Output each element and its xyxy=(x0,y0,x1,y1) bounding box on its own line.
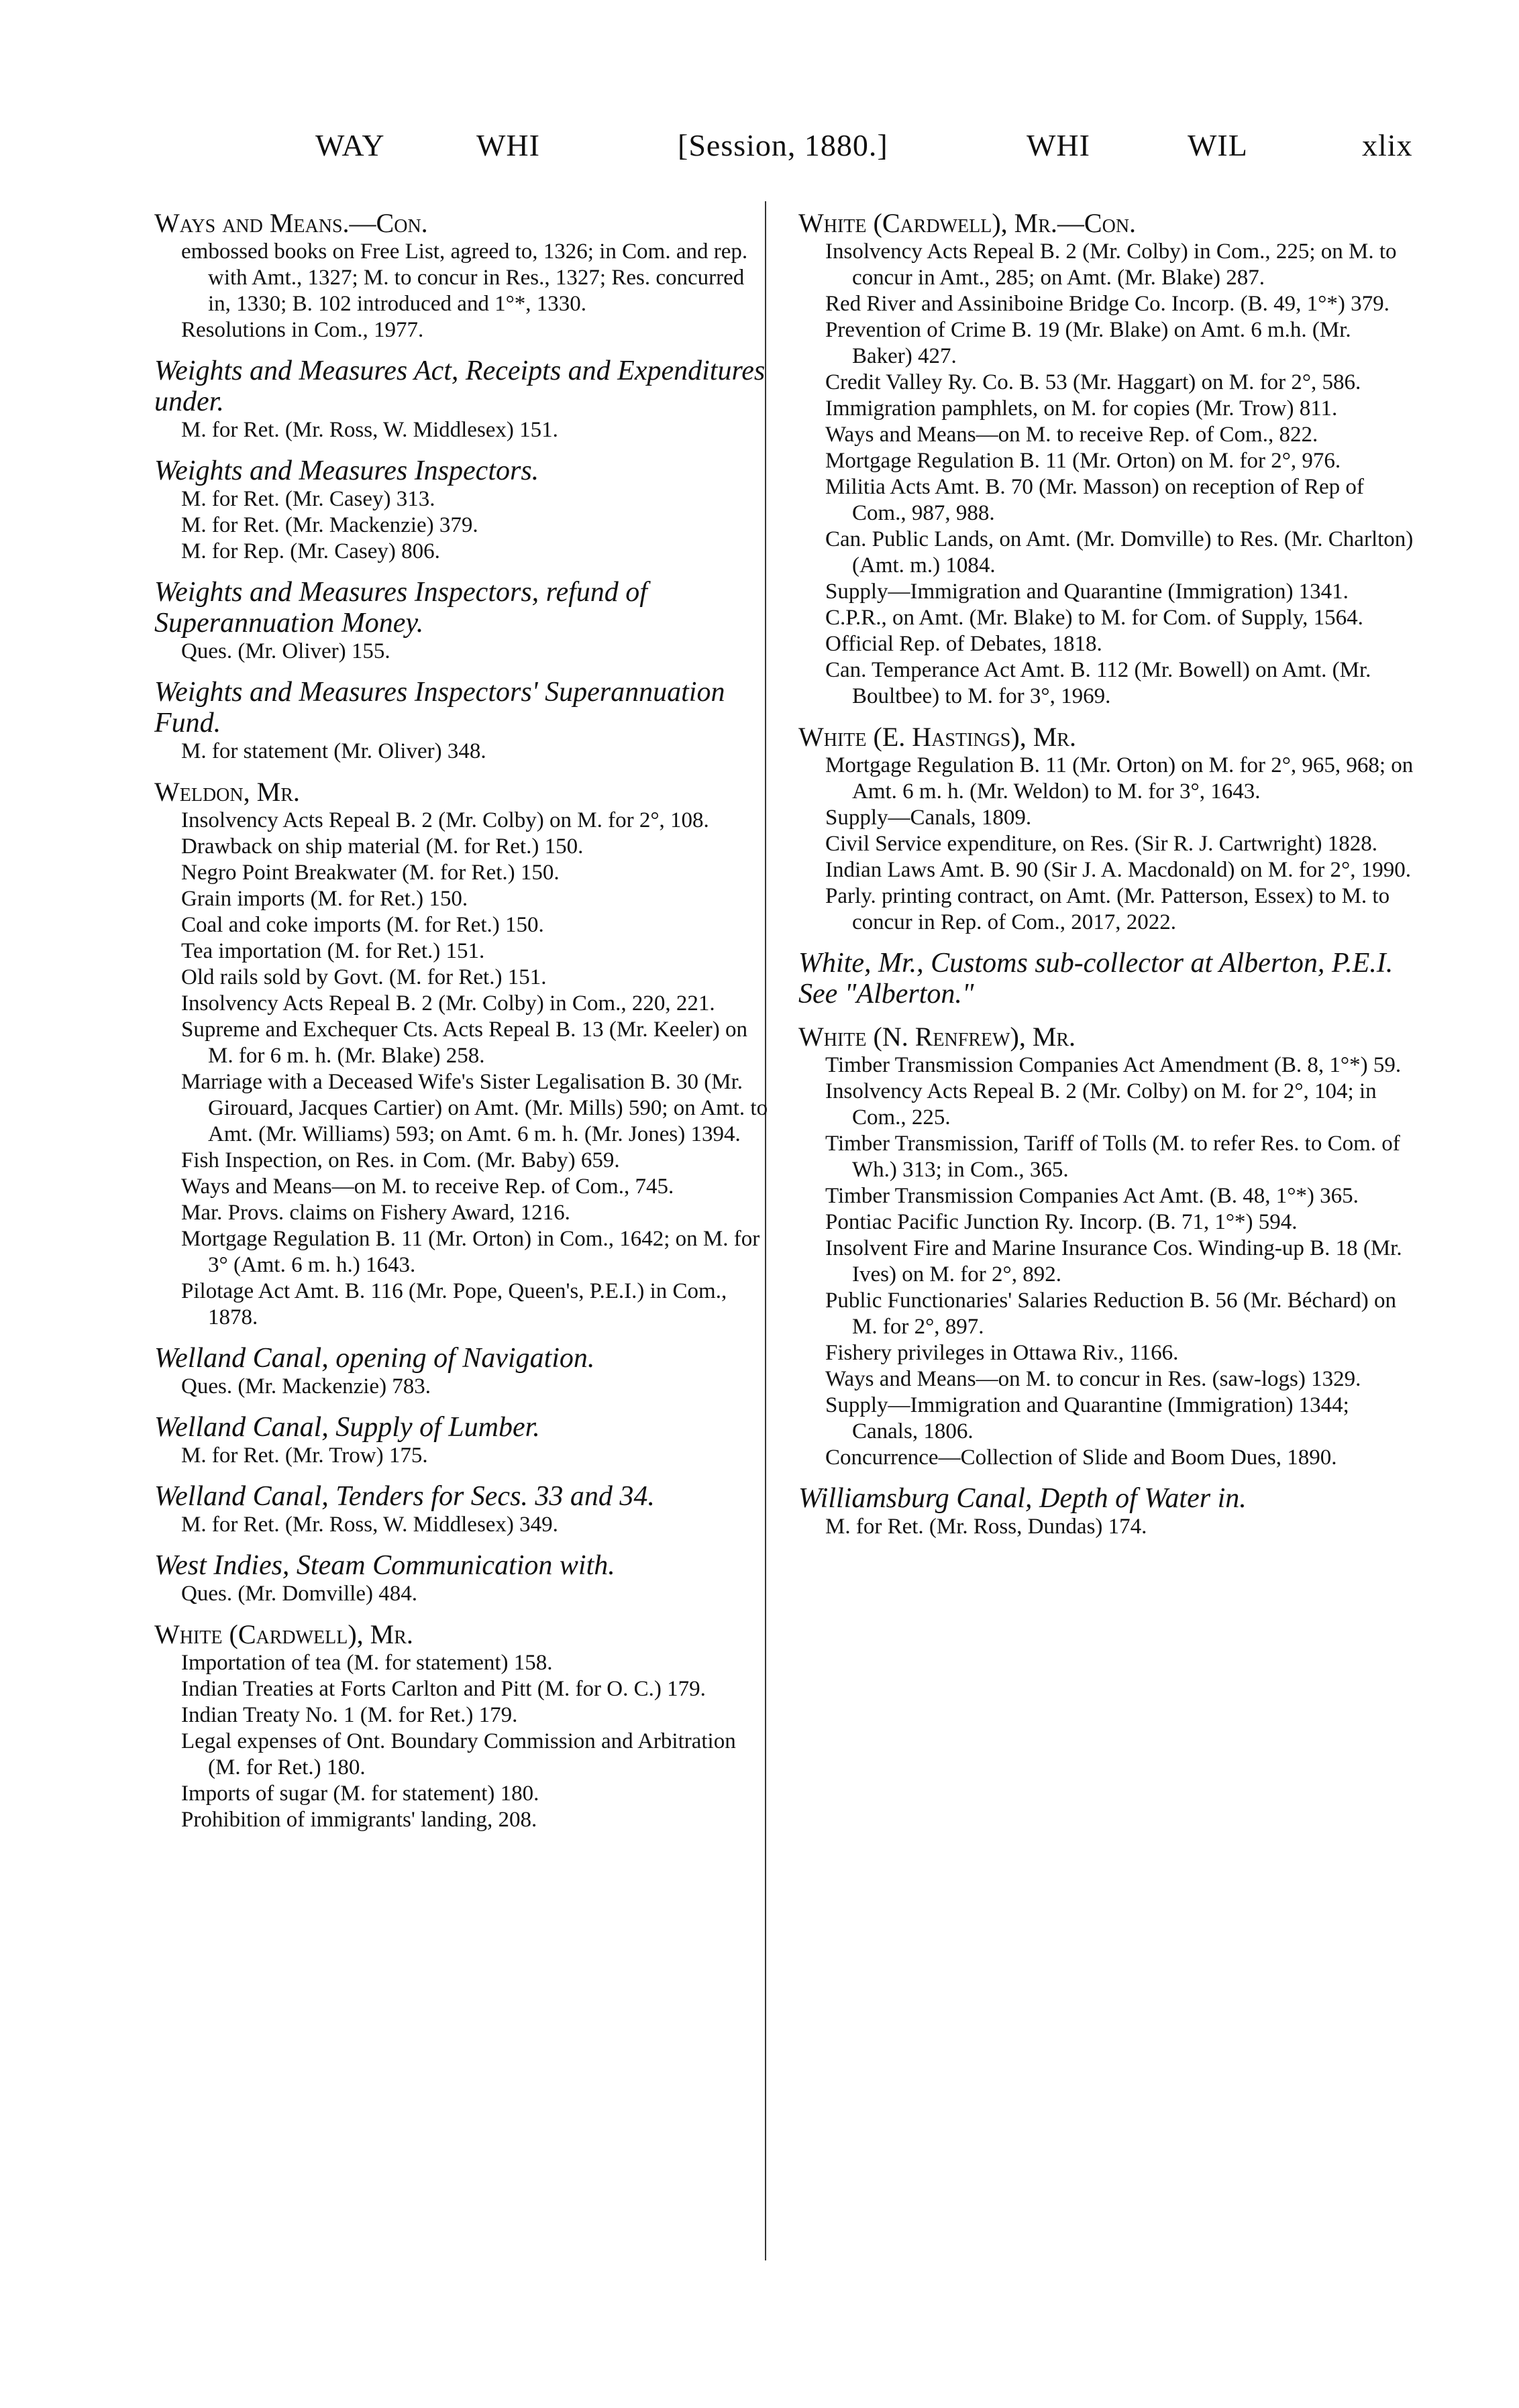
entry-reference: Public Functionaries' Salaries Reduction B. 56 (Mr. Béchard) on M. for 2°, 897. xyxy=(825,1289,1396,1339)
entry-reference: Supply—Immigration and Quarantine (Immigration) 1344; Canals, 1806. xyxy=(825,1393,1349,1443)
entry-reference: Tea importation (M. for Ret.) 151. xyxy=(181,939,485,963)
entry-reference: Supreme and Exchequer Cts. Acts Repeal B. 13 (Mr. Keeler) on M. for 6 m. h. (Mr. Blake) 258. xyxy=(181,1018,748,1068)
header-session: [Session, 1880.] xyxy=(678,128,888,162)
index-entry xyxy=(154,1412,772,1469)
entry-reference: Timber Transmission, Tariff of Tolls (M. to refer Res. to Com. of Wh.) 313; in Com., 365. xyxy=(825,1132,1400,1182)
entry-reference: Resolutions in Com., 1977. xyxy=(181,318,424,342)
entry-heading: White (Cardwell), Mr. xyxy=(154,1619,413,1649)
entry-heading: Welland Canal, Tenders for Secs. 33 and 34. xyxy=(154,1481,655,1512)
entry-heading: White, Mr., Customs sub-collector at Alberton, P.E.I. See "Alberton." xyxy=(798,948,1394,1009)
entry-reference: C.P.R., on Amt. (Mr. Blake) to M. for Com. of Supply, 1564. xyxy=(825,606,1363,630)
entry-reference: Insolvency Acts Repeal B. 2 (Mr. Colby) on M. for 2°, 108. xyxy=(181,808,709,832)
entry-reference: Official Rep. of Debates, 1818. xyxy=(825,632,1102,656)
entry-reference: Prevention of Crime B. 19 (Mr. Blake) on Amt. 6 m.h. (Mr. Baker) 427. xyxy=(825,318,1351,368)
entry-reference: M. for Ret. (Mr. Ross, Dundas) 174. xyxy=(825,1515,1147,1539)
entry-reference: Negro Point Breakwater (M. for Ret.) 150. xyxy=(181,861,560,885)
index-entry xyxy=(798,208,1416,710)
entry-reference: Can. Public Lands, on Amt. (Mr. Domville) to Res. (Mr. Charlton) (Amt. m.) 1084. xyxy=(825,527,1414,578)
index-entry xyxy=(798,1022,1416,1471)
entry-reference: Mortgage Regulation B. 11 (Mr. Orton) on M. for 2°, 965, 968; on Amt. 6 m. h. (Mr. Weldon) to M. for 3°, 1643. xyxy=(825,753,1414,804)
entry-reference: Indian Treaty No. 1 (M. for Ret.) 179. xyxy=(181,1703,518,1727)
entry-reference: M. for Ret. (Mr. Casey) 313. xyxy=(181,487,435,511)
entry-reference: Pilotage Act Amt. B. 116 (Mr. Pope, Queen's, P.E.I.) in Com., 1878. xyxy=(181,1279,727,1329)
entry-reference: Indian Laws Amt. B. 90 (Sir J. A. Macdonald) on M. for 2°, 1990. xyxy=(825,858,1411,882)
entry-reference: Old rails sold by Govt. (M. for Ret.) 151. xyxy=(181,965,547,989)
entry-reference: Ques. (Mr. Domville) 484. xyxy=(181,1582,417,1606)
entry-heading: White (E. Hastings), Mr. xyxy=(798,722,1076,752)
entry-heading: Weights and Measures Inspectors' Superannuation Fund. xyxy=(154,677,725,738)
entry-reference: Coal and coke imports (M. for Ret.) 150. xyxy=(181,913,544,937)
entry-reference: Insolvency Acts Repeal B. 2 (Mr. Colby) on M. for 2°, 104; in Com., 225. xyxy=(825,1079,1377,1130)
entry-reference: Insolvent Fire and Marine Insurance Cos. Winding-up B. 18 (Mr. Ives) on M. for 2°, 892. xyxy=(825,1236,1402,1287)
entry-reference: M. for statement (Mr. Oliver) 348. xyxy=(181,739,486,763)
entry-reference: embossed books on Free List, agreed to, 1326; in Com. and rep. with Amt., 1327; M. to concur in Res., 1327; Res. concurred in, 1330; B. 102 introduced and 1°*, 1330. xyxy=(181,239,748,316)
index-entry xyxy=(154,777,772,1331)
entry-reference: Immigration pamphlets, on M. for copies (Mr. Trow) 811. xyxy=(825,396,1338,421)
entry-reference: Insolvency Acts Repeal B. 2 (Mr. Colby) in Com., 220, 221. xyxy=(181,991,715,1016)
entry-reference: Concurrence—Collection of Slide and Boom Dues, 1890. xyxy=(825,1445,1337,1470)
header-left-second: WHI xyxy=(476,128,540,162)
index-entry xyxy=(154,577,772,665)
entry-reference: Can. Temperance Act Amt. B. 112 (Mr. Bowell) on Amt. (Mr. Boultbee) to M. for 3°, 1969. xyxy=(825,658,1371,708)
entry-heading: Weldon, Mr. xyxy=(154,777,300,807)
entry-reference: Pontiac Pacific Junction Ry. Incorp. (B. 71, 1°*) 594. xyxy=(825,1210,1298,1234)
entry-reference: Ways and Means—on M. to receive Rep. of Com., 822. xyxy=(825,423,1318,447)
right-column xyxy=(798,208,1416,1552)
index-entry xyxy=(798,948,1416,1009)
entry-reference: Mortgage Regulation B. 11 (Mr. Orton) on M. for 2°, 976. xyxy=(825,449,1341,473)
entry-reference: Prohibition of immigrants' landing, 208. xyxy=(181,1808,537,1832)
entry-heading: West Indies, Steam Communication with. xyxy=(154,1550,615,1581)
page-header xyxy=(161,127,1422,174)
entry-reference: M. for Ret. (Mr. Mackenzie) 379. xyxy=(181,513,478,537)
entry-reference: Ways and Means—on M. to concur in Res. (saw-logs) 1329. xyxy=(825,1367,1361,1391)
entry-heading: Weights and Measures Act, Receipts and Expenditures under. xyxy=(154,355,766,417)
entry-heading: Weights and Measures Inspectors, refund of Superannuation Money. xyxy=(154,577,647,639)
entry-reference: Credit Valley Ry. Co. B. 53 (Mr. Haggart) on M. for 2°, 586. xyxy=(825,370,1361,394)
header-right-second: WIL xyxy=(1188,128,1248,162)
entry-reference: Civil Service expenditure, on Res. (Sir R. J. Cartwright) 1828. xyxy=(825,832,1378,856)
entry-reference: Red River and Assiniboine Bridge Co. Incorp. (B. 49, 1°*) 379. xyxy=(825,292,1390,316)
index-entry xyxy=(798,722,1416,936)
entry-reference: Fish Inspection, on Res. in Com. (Mr. Baby) 659. xyxy=(181,1148,620,1172)
entry-reference: Ques. (Mr. Oliver) 155. xyxy=(181,639,390,663)
entry-heading: Williamsburg Canal, Depth of Water in. xyxy=(798,1483,1247,1514)
entry-reference: Ways and Means—on M. to receive Rep. of Com., 745. xyxy=(181,1174,674,1199)
entry-reference: Indian Treaties at Forts Carlton and Pitt (M. for O. C.) 179. xyxy=(181,1677,706,1701)
entry-heading: Weights and Measures Inspectors. xyxy=(154,455,539,486)
index-entry xyxy=(154,677,772,765)
entry-heading: White (Cardwell), Mr.—Con. xyxy=(798,208,1137,238)
index-entry xyxy=(154,1343,772,1400)
entry-reference: Militia Acts Amt. B. 70 (Mr. Masson) on reception of Rep of Com., 987, 988. xyxy=(825,475,1364,525)
header-left-first: WAY xyxy=(315,128,385,162)
entry-reference: Mortgage Regulation B. 11 (Mr. Orton) in Com., 1642; on M. for 3° (Amt. 6 m. h.) 1643. xyxy=(181,1227,760,1277)
entry-reference: Marriage with a Deceased Wife's Sister Legalisation B. 30 (Mr. Girouard, Jacques Cartier) on Amt. (Mr. Mills) 590; on Amt. to Amt. (Mr. Williams) 593; on Amt. 6 m. h. (Mr. Jones) 1394. xyxy=(181,1070,768,1146)
entry-reference: Supply—Immigration and Quarantine (Immigration) 1341. xyxy=(825,580,1349,604)
entry-reference: Ques. (Mr. Mackenzie) 783. xyxy=(181,1374,431,1399)
entry-reference: M. for Ret. (Mr. Ross, W. Middlesex) 349. xyxy=(181,1513,558,1537)
entry-reference: M. for Ret. (Mr. Ross, W. Middlesex) 151. xyxy=(181,418,558,442)
page-number: xlix xyxy=(1362,128,1413,162)
entry-reference: Fishery privileges in Ottawa Riv., 1166. xyxy=(825,1341,1179,1365)
index-entry xyxy=(154,455,772,565)
entry-heading: White (N. Renfrew), Mr. xyxy=(798,1022,1076,1052)
entry-reference: M. for Ret. (Mr. Trow) 175. xyxy=(181,1443,428,1468)
index-entry xyxy=(154,1619,772,1833)
left-column xyxy=(154,208,772,1845)
entry-reference: M. for Rep. (Mr. Casey) 806. xyxy=(181,539,440,563)
entry-reference: Grain imports (M. for Ret.) 150. xyxy=(181,887,468,911)
index-entry xyxy=(154,208,772,343)
entry-heading: Welland Canal, Supply of Lumber. xyxy=(154,1412,540,1443)
entry-heading: Ways and Means.—Con. xyxy=(154,208,428,238)
entry-reference: Supply—Canals, 1809. xyxy=(825,806,1032,830)
index-entry xyxy=(154,355,772,443)
entry-reference: Timber Transmission Companies Act Amt. (B. 48, 1°*) 365. xyxy=(825,1184,1359,1208)
entry-reference: Imports of sugar (M. for statement) 180. xyxy=(181,1782,539,1806)
index-entry xyxy=(154,1481,772,1538)
entry-reference: Importation of tea (M. for statement) 158. xyxy=(181,1651,553,1675)
entry-reference: Drawback on ship material (M. for Ret.) 150. xyxy=(181,834,584,859)
entry-reference: Timber Transmission Companies Act Amendment (B. 8, 1°*) 59. xyxy=(825,1053,1402,1077)
entry-reference: Mar. Provs. claims on Fishery Award, 1216. xyxy=(181,1201,570,1225)
header-right-first: WHI xyxy=(1027,128,1090,162)
entry-heading: Welland Canal, opening of Navigation. xyxy=(154,1343,595,1374)
entry-reference: Parly. printing contract, on Amt. (Mr. Patterson, Essex) to M. to concur in Rep. of Com., 2017, 2022. xyxy=(825,884,1390,934)
index-entry xyxy=(798,1483,1416,1540)
entry-reference: Insolvency Acts Repeal B. 2 (Mr. Colby) in Com., 225; on M. to concur in Amt., 285; on Amt. (Mr. Blake) 287. xyxy=(825,239,1397,290)
entry-reference: Legal expenses of Ont. Boundary Commission and Arbitration (M. for Ret.) 180. xyxy=(181,1729,736,1780)
index-entry xyxy=(154,1550,772,1607)
